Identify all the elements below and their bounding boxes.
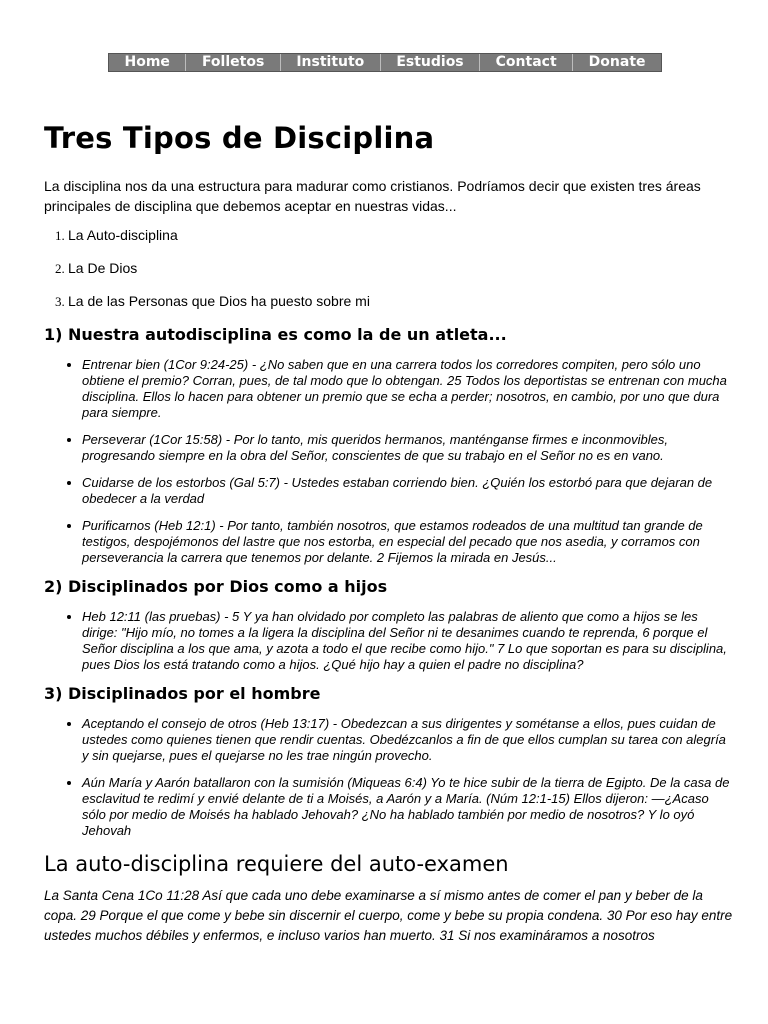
list-item: • Cuidarse de los estorbos (Gal 5:7) - Ustedes estaban corriendo bien. ¿Quién los estorbó para que dejaran de obedecer a la verdad <box>82 475 734 507</box>
subtitle-heading: La auto-disciplina requiere del auto-examen <box>44 852 509 876</box>
list-item: • Aún María y Aarón batallaron con la sumisión (Miqueas 6:4) Yo te hice subir de la tierra de Egipto. De la casa de esclavitud te redimí y envié delante de ti a Moisés, a Aarón y a María. (Núm 12:1-15) Ellos dijeron: —¿Acaso sólo por medio de Moisés ha hablado Jehovah? ¿No ha hablado también por medio de nosotros? Y lo oyó Jehovah <box>82 775 734 839</box>
nav-estudios-link[interactable]: Estudios <box>381 54 480 71</box>
list-item: • Aceptando el consejo de otros (Heb 13:17) - Obedezcan a sus dirigentes y sométanse a ellos, pues cuidan de ustedes como quienes tienen que rendir cuentas. Obedézcanlos a fin de que ellos cumplan su tarea con alegría y sin quejarse, pues el quejarse no les trae ningún provecho. <box>82 716 734 764</box>
top-navigation <box>108 53 662 72</box>
athlete-list <box>44 357 734 566</box>
list-item: 3. La de las Personas que Dios ha puesto sobre mi <box>68 292 734 310</box>
nav-donate-link[interactable]: Donate <box>588 54 646 70</box>
list-item: 2. La De Dios <box>68 259 734 277</box>
nav-folletos-link[interactable]: Folletos <box>186 54 280 71</box>
page-title: Tres Tipos de Disciplina <box>44 121 435 155</box>
list-item: • Heb 12:11 (las pruebas) - 5 Y ya han olvidado por completo las palabras de aliento que como a hijos se les dirige: "Hijo mío, no tomes a la ligera la disciplina del Señor ni te desanimes cuando te reprenda, 6 porque el Señor disciplina a los que ama, y azota a todo el que recibe como hijo." 7 Lo que soportan es para su disciplina, pues Dios los está tratando como a hijos. ¿Qué hijo hay a quien el padre no disciplina? <box>82 609 734 673</box>
list-item: 1. La Auto-disciplina <box>68 226 734 244</box>
final-paragraph: La Santa Cena 1Co 11:28 Así que cada uno debe examinarse a sí mismo antes de comer el pan y beber de la copa. 29 Porque el que come y bebe sin discernir el cuerpo, come y bebe su propia condena. 30 Por eso hay entre ustedes muchos débiles y enfermos, e incluso varios han muerto. 31 Si nos examináramos a nosotros <box>44 888 733 943</box>
section-heading-god: 2) Disciplinados por Dios como a hijos <box>44 577 388 596</box>
discipline-types-list <box>44 226 734 310</box>
nav-home-link[interactable]: Home <box>109 54 186 71</box>
list-item: • Entrenar bien (1Cor 9:24-25) - ¿No saben que en una carrera todos los corredores compiten, pero sólo uno obtiene el premio? Corran, pues, de tal modo que lo obtengan. 25 Todos los deportistas se entrenan con mucha disciplina. Ellos lo hacen para obtener un premio que se echa a perder; nosotros, en cambio, por uno que dura para siempre. <box>82 357 734 421</box>
list-item: • Purificarnos (Heb 12:1) - Por tanto, también nosotros, que estamos rodeados de una multitud tan grande de testigos, despojémonos del lastre que nos estorba, en especial del pecado que nos asedia, y corramos con perseverancia la carrera que tenemos por delante. 2 Fijemos la mirada en Jesús... <box>82 518 734 566</box>
section-heading-athlete: 1) Nuestra autodisciplina es como la de un atleta... <box>44 325 507 344</box>
nav-instituto-link[interactable]: Instituto <box>281 54 381 71</box>
article-content <box>44 118 734 946</box>
man-list <box>44 716 734 839</box>
nav-contact-link[interactable]: Contact <box>480 54 573 71</box>
intro-paragraph: La disciplina nos da una estructura para madurar como cristianos. Podríamos decir que existen tres áreas principales de disciplina que debemos aceptar en nuestras vidas... <box>44 178 701 214</box>
list-item: • Perseverar (1Cor 15:58) - Por lo tanto, mis queridos hermanos, manténganse firmes e inconmovibles, progresando siempre en la obra del Señor, conscientes de que su trabajo en el Señor no es en vano. <box>82 432 734 464</box>
god-list <box>44 609 734 673</box>
section-heading-man: 3) Disciplinados por el hombre <box>44 684 321 703</box>
